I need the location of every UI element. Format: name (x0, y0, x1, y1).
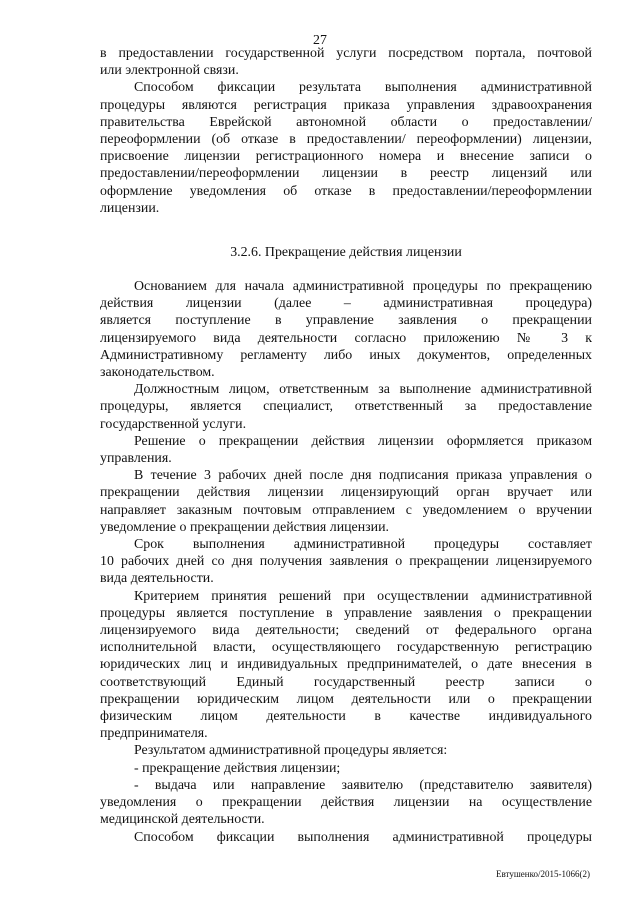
text-line: является поступление в управление заявления о прекращении (100, 313, 592, 329)
text-line: Критерием принятия решений при осуществлении административной (134, 588, 592, 604)
text-line: оформление уведомления об отказе в предоставлении/переоформлении (100, 183, 592, 199)
list-item: - выдача или направление заявителю (представителю заявителя) (134, 777, 592, 793)
text-line: Должностным лицом, ответственным за выполнение административной (134, 382, 592, 398)
text-line: правительства Еврейской автономной области о предоставлении/ (100, 114, 592, 130)
text-line: лицензируемого вида деятельности; сведений от федерального органа (100, 623, 592, 639)
text-line: государственной услуги. (100, 416, 247, 432)
text-line: предоставлении/переоформлении лицензии в реестр лицензий или (100, 166, 592, 182)
text-line: Административному регламенту либо иных документов, определенных (100, 347, 592, 363)
text-line: прекращении действия лицензии лицензирующий орган вручает или (100, 485, 592, 501)
text-line: переоформлении (об отказе в предоставлении/ переоформлении) лицензии, (100, 132, 592, 148)
text-line: направляет заказным почтовым отправлением с уведомлением о вручении (100, 502, 592, 518)
text-line: лицензии. (100, 200, 160, 216)
text-line: уведомления о прекращении действия лицензии на осуществление (100, 795, 592, 811)
main-paragraphs (100, 278, 592, 846)
text-line: Результатом административной процедуры является: (134, 743, 448, 759)
text-line: предпринимателя. (100, 726, 208, 742)
page-number: 27 (313, 33, 327, 48)
text-line: уведомление о прекращении действия лицензии. (100, 519, 389, 535)
text-line: 10 рабочих дней со дня получения заявления о прекращении лицензируемого (100, 554, 592, 570)
text-line: процедуры, является специалист, ответственный за предоставление (100, 399, 592, 415)
text-line: или электронной связи. (100, 63, 239, 79)
text-line: Решение о прекращении действия лицензии оформляется приказом (134, 433, 592, 449)
text-line: присвоение лицензии регистрационного номера и внесение записи о (100, 149, 592, 165)
text-line: процедуры являются регистрация приказа управления здравоохранения (100, 97, 592, 113)
section-heading: 3.2.6. Прекращение действия лицензии (230, 245, 462, 260)
text-line: медицинской деятельности. (100, 812, 265, 828)
text-line: юридических лиц и индивидуальных предпринимателей, о дате внесения в (100, 657, 592, 673)
text-line: процедуры является поступление в управление заявления о прекращении (100, 605, 592, 621)
text-line: Основанием для начала административной процедуры по прекращению (134, 279, 592, 294)
list-item: - прекращение действия лицензии; (134, 760, 341, 776)
text-line: управления. (100, 451, 172, 467)
section-heading-wrap (100, 244, 592, 261)
text-line: прекращении юридическим лицом деятельности или о прекращении (100, 691, 592, 707)
text-line: Способом фиксации выполнения административной процедуры (134, 829, 592, 845)
text-line: Способом фиксации результата выполнения административной (134, 80, 592, 96)
text-line: Срок выполнения административной процедуры составляет (134, 537, 592, 553)
text-line: действия лицензии (далее – административная процедура) (100, 296, 592, 312)
text-line: физическим лицом деятельности в качестве индивидуального (100, 709, 592, 725)
text-line: законодательством. (100, 365, 215, 381)
text-line: исполнительной власти, осуществляющего государственную регистрацию (100, 640, 592, 656)
text-line: вида деятельности. (100, 571, 214, 587)
text-line: соответствующий Единый государственный реестр записи о (100, 674, 592, 690)
text-line: лицензируемого вида деятельности согласно приложению № 3 к (100, 330, 592, 346)
document-footer-code: Евтушенко/2015-1066(2) (496, 869, 590, 879)
text-line: В течение 3 рабочих дней после дня подписания приказа управления о (134, 468, 592, 484)
top-paragraphs (100, 45, 592, 217)
text-line: в предоставлении государственной услуги посредством портала, почтовой (100, 46, 592, 61)
